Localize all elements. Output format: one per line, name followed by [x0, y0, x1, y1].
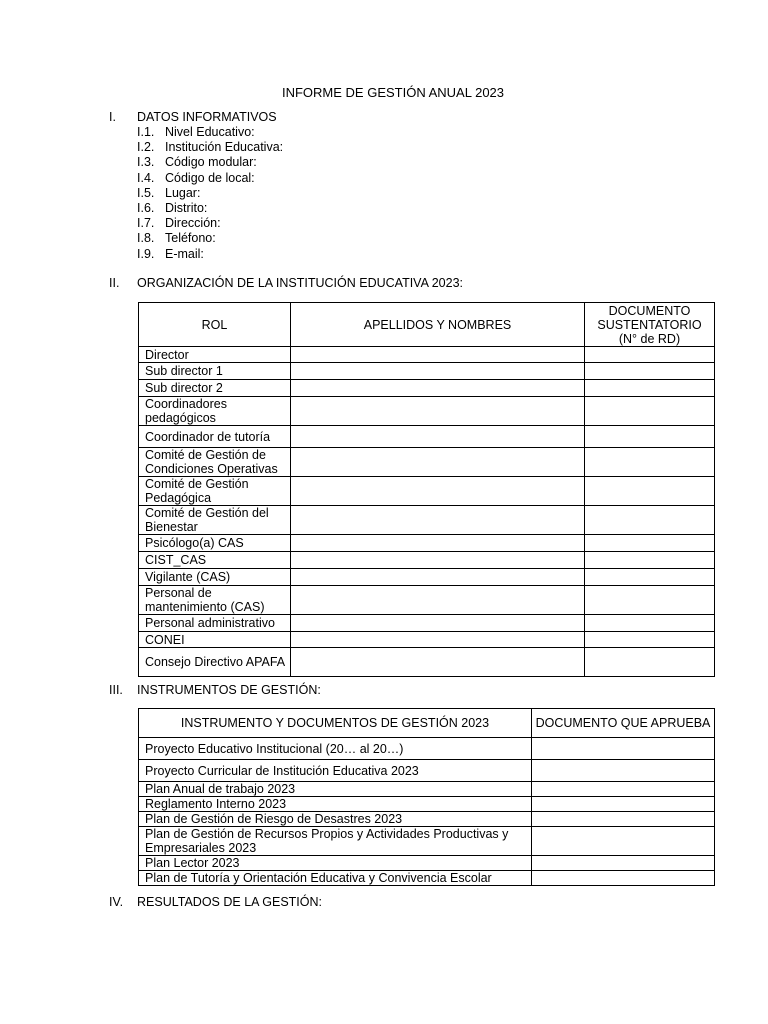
- info-item-label: Distrito:: [165, 201, 208, 215]
- name-cell: [291, 632, 585, 648]
- document-cell: [585, 552, 715, 569]
- section-1-title: DATOS INFORMATIVOS: [137, 110, 277, 124]
- document-title: INFORME DE GESTIÓN ANUAL 2023: [281, 85, 505, 100]
- document-cell: [585, 615, 715, 632]
- table-row: [139, 363, 715, 380]
- table-row: [139, 506, 715, 535]
- section-4-number: IV.: [109, 895, 124, 909]
- approval-document-cell: [532, 827, 715, 856]
- role-cell: Coordinador de tutoría: [139, 426, 291, 448]
- table-row: [139, 797, 715, 812]
- approval-document-cell: [532, 856, 715, 871]
- document-cell: [585, 506, 715, 535]
- name-cell: [291, 477, 585, 506]
- role-cell: Comité de Gestión de Condiciones Operativas: [139, 448, 291, 477]
- section-3-title: INSTRUMENTOS DE GESTIÓN:: [137, 683, 321, 697]
- name-cell: [291, 426, 585, 448]
- document-cell: [585, 535, 715, 552]
- info-item-label: Nivel Educativo:: [165, 125, 255, 139]
- header-instrumento: INSTRUMENTO Y DOCUMENTOS DE GESTIÓN 2023: [139, 709, 532, 738]
- table-row: [139, 856, 715, 871]
- header-documento-sustentatorio: DOCUMENTO SUSTENTATORIO (N° de RD): [585, 303, 715, 347]
- section-1-number: I.: [109, 110, 116, 124]
- organization-table: [138, 302, 715, 677]
- table-row: [139, 812, 715, 827]
- instrument-cell: Plan de Gestión de Recursos Propios y Actividades Productivas y Empresariales 2023: [139, 827, 532, 856]
- table-row: [139, 738, 715, 760]
- name-cell: [291, 615, 585, 632]
- name-cell: [291, 448, 585, 477]
- table-row: [139, 448, 715, 477]
- table-row: [139, 380, 715, 397]
- instrument-cell: Plan de Gestión de Riesgo de Desastres 2023: [139, 812, 532, 827]
- table-row: [139, 632, 715, 648]
- name-cell: [291, 397, 585, 426]
- document-cell: [585, 632, 715, 648]
- role-cell: Personal administrativo: [139, 615, 291, 632]
- info-item-label: Código de local:: [165, 170, 255, 185]
- name-cell: [291, 380, 585, 397]
- instrument-cell: Plan de Tutoría y Orientación Educativa y Convivencia Escolar: [139, 871, 532, 886]
- info-item-label: Código modular:: [165, 155, 257, 170]
- role-cell: Psicólogo(a) CAS: [139, 535, 291, 552]
- name-cell: [291, 586, 585, 615]
- table-row: [139, 615, 715, 632]
- section-2-title: ORGANIZACIÓN DE LA INSTITUCIÓN EDUCATIVA 2023:: [137, 276, 463, 290]
- approval-document-cell: [532, 738, 715, 760]
- info-item-number: I.2.: [137, 140, 155, 155]
- table-row: [139, 871, 715, 886]
- role-cell: CONEI: [139, 632, 291, 648]
- table-row: [139, 426, 715, 448]
- document-cell: [585, 347, 715, 363]
- document-cell: [585, 426, 715, 448]
- role-cell: Comité de Gestión Pedagógica: [139, 477, 291, 506]
- instruments-table: [138, 708, 715, 886]
- info-item-number: I.4.: [137, 170, 155, 185]
- name-cell: [291, 648, 585, 677]
- role-cell: CIST_CAS: [139, 552, 291, 569]
- table-row: [139, 552, 715, 569]
- document-cell: [585, 380, 715, 397]
- info-item-number: I.5.: [137, 185, 155, 200]
- info-item-label: Institución Educativa:: [165, 140, 284, 155]
- info-item-label: E-mail:: [165, 246, 204, 261]
- table-row: [139, 827, 715, 856]
- approval-document-cell: [532, 812, 715, 827]
- table-row: [139, 569, 715, 586]
- info-item-label: Dirección:: [165, 216, 221, 231]
- table-row: [139, 782, 715, 797]
- name-cell: [291, 363, 585, 380]
- instrument-cell: Reglamento Interno 2023: [139, 797, 532, 812]
- instrument-cell: Plan Lector 2023: [139, 856, 532, 871]
- header-documento-aprueba: DOCUMENTO QUE APRUEBA: [532, 709, 715, 738]
- document-cell: [585, 448, 715, 477]
- section-3-number: III.: [109, 683, 123, 697]
- info-item-number: I.7.: [137, 216, 155, 231]
- table-row: [139, 760, 715, 782]
- approval-document-cell: [532, 760, 715, 782]
- role-cell: Coordinadores pedagógicos: [139, 397, 291, 426]
- document-cell: [585, 569, 715, 586]
- table-row: [139, 397, 715, 426]
- section-4-title: RESULTADOS DE LA GESTIÓN:: [137, 895, 322, 909]
- header-apellidos-nombres: APELLIDOS Y NOMBRES: [291, 303, 585, 347]
- info-item-number: I.9.: [137, 246, 155, 261]
- name-cell: [291, 347, 585, 363]
- table-row: [139, 586, 715, 615]
- document-cell: [585, 363, 715, 380]
- approval-document-cell: [532, 871, 715, 886]
- info-item-number: I.1.: [137, 125, 155, 139]
- name-cell: [291, 506, 585, 535]
- table-row: [139, 347, 715, 363]
- approval-document-cell: [532, 797, 715, 812]
- table-row: [139, 477, 715, 506]
- instrument-cell: Plan Anual de trabajo 2023: [139, 782, 532, 797]
- role-cell: Director: [139, 347, 291, 363]
- info-item-label: Lugar:: [165, 185, 201, 200]
- instrument-cell: Proyecto Curricular de Institución Educativa 2023: [139, 760, 532, 782]
- name-cell: [291, 569, 585, 586]
- header-rol: ROL: [139, 303, 291, 347]
- instrument-cell: Proyecto Educativo Institucional (20… al 20…): [139, 738, 532, 760]
- info-item-number: I.3.: [137, 155, 155, 170]
- document-cell: [585, 397, 715, 426]
- approval-document-cell: [532, 782, 715, 797]
- role-cell: Sub director 1: [139, 363, 291, 380]
- table-row: [139, 648, 715, 677]
- name-cell: [291, 552, 585, 569]
- section-2-number: II.: [109, 276, 120, 290]
- info-item-number: I.8.: [137, 231, 155, 246]
- role-cell: Vigilante (CAS): [139, 569, 291, 586]
- document-cell: [585, 648, 715, 677]
- name-cell: [291, 535, 585, 552]
- document-cell: [585, 586, 715, 615]
- role-cell: Sub director 2: [139, 380, 291, 397]
- role-cell: Personal de mantenimiento (CAS): [139, 586, 291, 615]
- info-item-label: Teléfono:: [165, 231, 216, 246]
- info-item-number: I.6.: [137, 201, 155, 215]
- role-cell: Comité de Gestión del Bienestar: [139, 506, 291, 535]
- role-cell: Consejo Directivo APAFA: [139, 648, 291, 677]
- table-row: [139, 535, 715, 552]
- document-cell: [585, 477, 715, 506]
